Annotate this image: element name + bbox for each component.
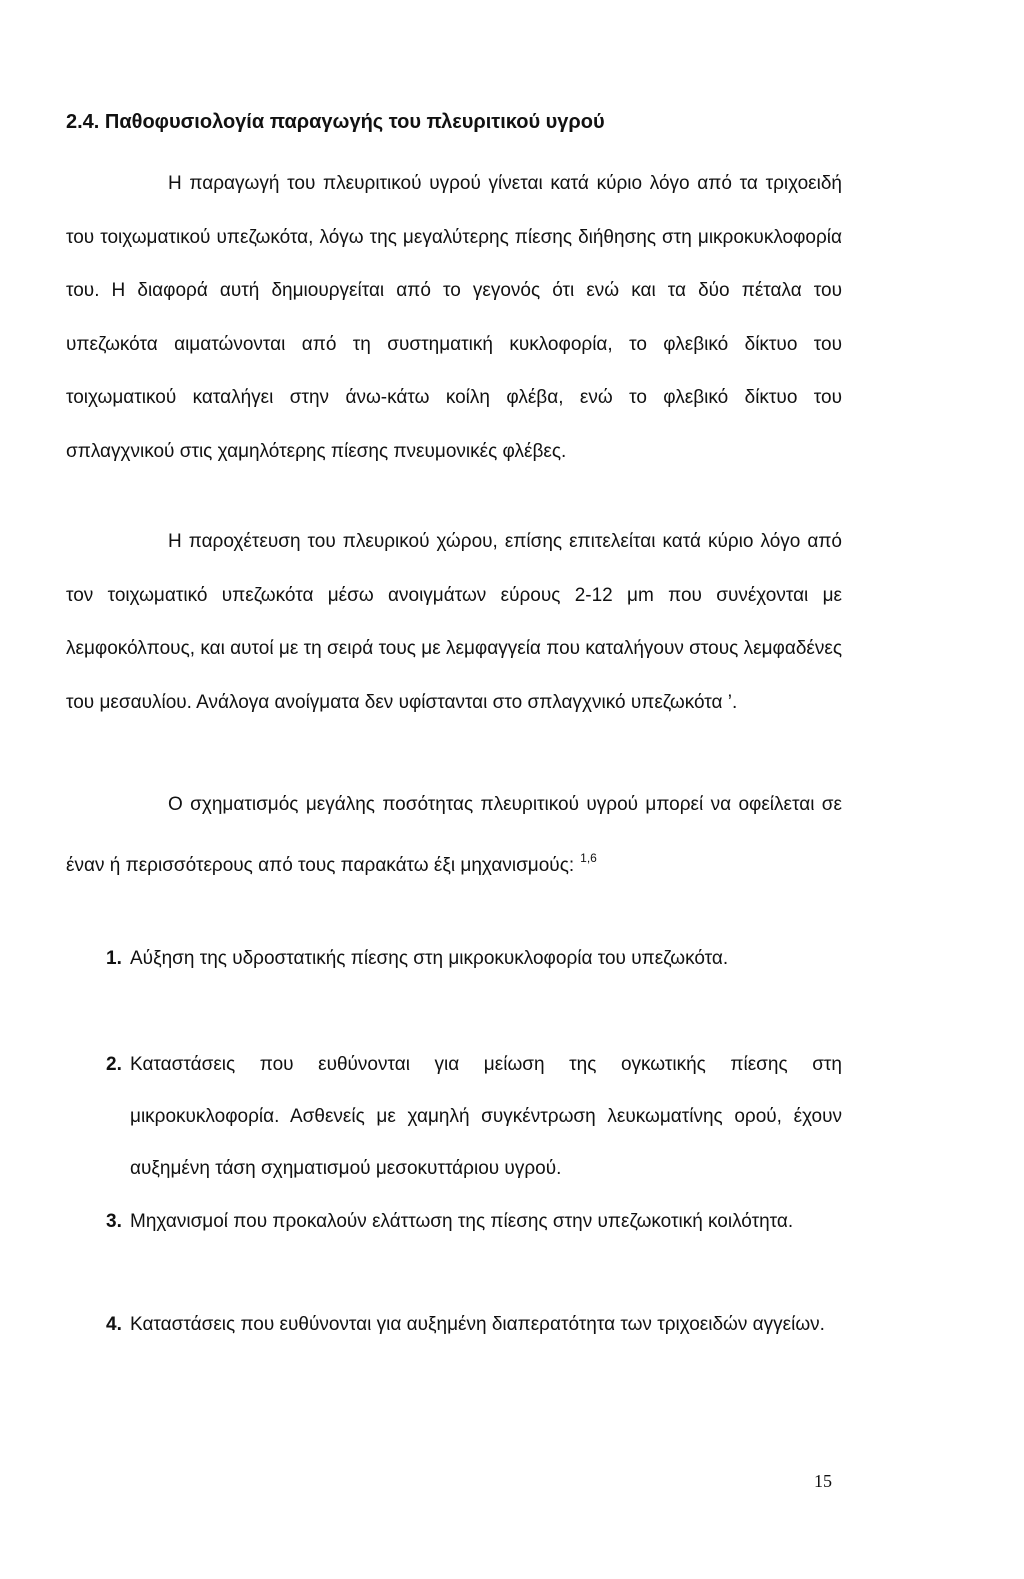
paragraph-drainage: Η παροχέτευση του πλευρικού χώρου, επίσης επιτελείται κατά κύριο λόγο από τον τοιχωματικό υπεζωκότα μέσω ανοιγμάτων εύρους 2-12 μm που συνέχονται με λεμφοκόλπους, και αυτοί με τη σειρά τους με λεμφαγγεία που καταλήγουν στους λεμφαδένες του μεσαυλίου. Ανάλογα ανοίγματα δεν υφίστανται στο σπλαγχνικό υπεζωκότα ’. xyxy=(66,531,842,713)
list-item-number: 2. xyxy=(106,1054,122,1075)
paragraph-mechanisms-text: Ο σχηματισμός μεγάλης ποσότητας πλευριτικού υγρού μπορεί να οφείλεται σε έναν ή περισσότερους από τους παρακάτω έξι μηχανισμούς: xyxy=(66,794,842,876)
paragraph-production: Η παραγωγή του πλευριτικού υγρού γίνεται κατά κύριο λόγο από τα τριχοειδή του τοιχωματικού υπεζωκότα, λόγω της μεγαλύτερης πίεσης διήθησης στη μικροκυκλοφορία του. Η διαφορά αυτή δημιουργείται από το γεγονός ότι ενώ και τα δύο πέταλα του υπεζωκότα αιματώνονται από τη συστηματική κυκλοφορία, το φλεβικό δίκτυο του τοιχωματικού καταλήγει στην άνω-κάτω κοίλη φλέβα, ενώ το φλεβικό δίκτυο του σπλαγχνικού στις χαμηλότερης πίεσης πνευμονικές φλέβες. xyxy=(66,173,842,462)
list-item-number: 4. xyxy=(106,1314,122,1335)
list-item-text: Αύξηση της υδροστατικής πίεσης στη μικροκυκλοφορία του υπεζωκότα. xyxy=(130,948,729,969)
list-item-number: 3. xyxy=(106,1211,122,1232)
list-item xyxy=(66,1299,842,1351)
list-item-text: Καταστάσεις που ευθύνονται για μείωση της ογκωτικής πίεσης στη μικροκυκλοφορία. Ασθενείς με χαμηλή συγκέντρωση λευκωματίνης ορού, έχουν αυξημένη τάση σχηματισμού μεσοκυττάριου υγρού. xyxy=(130,1054,842,1179)
paragraph-mechanisms-intro xyxy=(66,778,842,892)
list-item-text: Καταστάσεις που ευθύνονται για αυξημένη διαπερατότητα των τριχοειδών αγγείων. xyxy=(130,1314,825,1335)
section-heading: 2.4. Παθοφυσιολογία παραγωγής του πλευριτικού υγρού xyxy=(66,111,605,133)
list-item xyxy=(66,1196,842,1248)
list-item xyxy=(66,1039,842,1195)
citation-superscript: 1,6 xyxy=(580,850,597,865)
list-item-text: Μηχανισμοί που προκαλούν ελάττωση της πίεσης στην υπεζωκοτική κοιλότητα. xyxy=(130,1211,794,1232)
list-item-number: 1. xyxy=(106,948,122,969)
list-item xyxy=(66,933,842,985)
page-number: 15 xyxy=(814,1471,832,1491)
